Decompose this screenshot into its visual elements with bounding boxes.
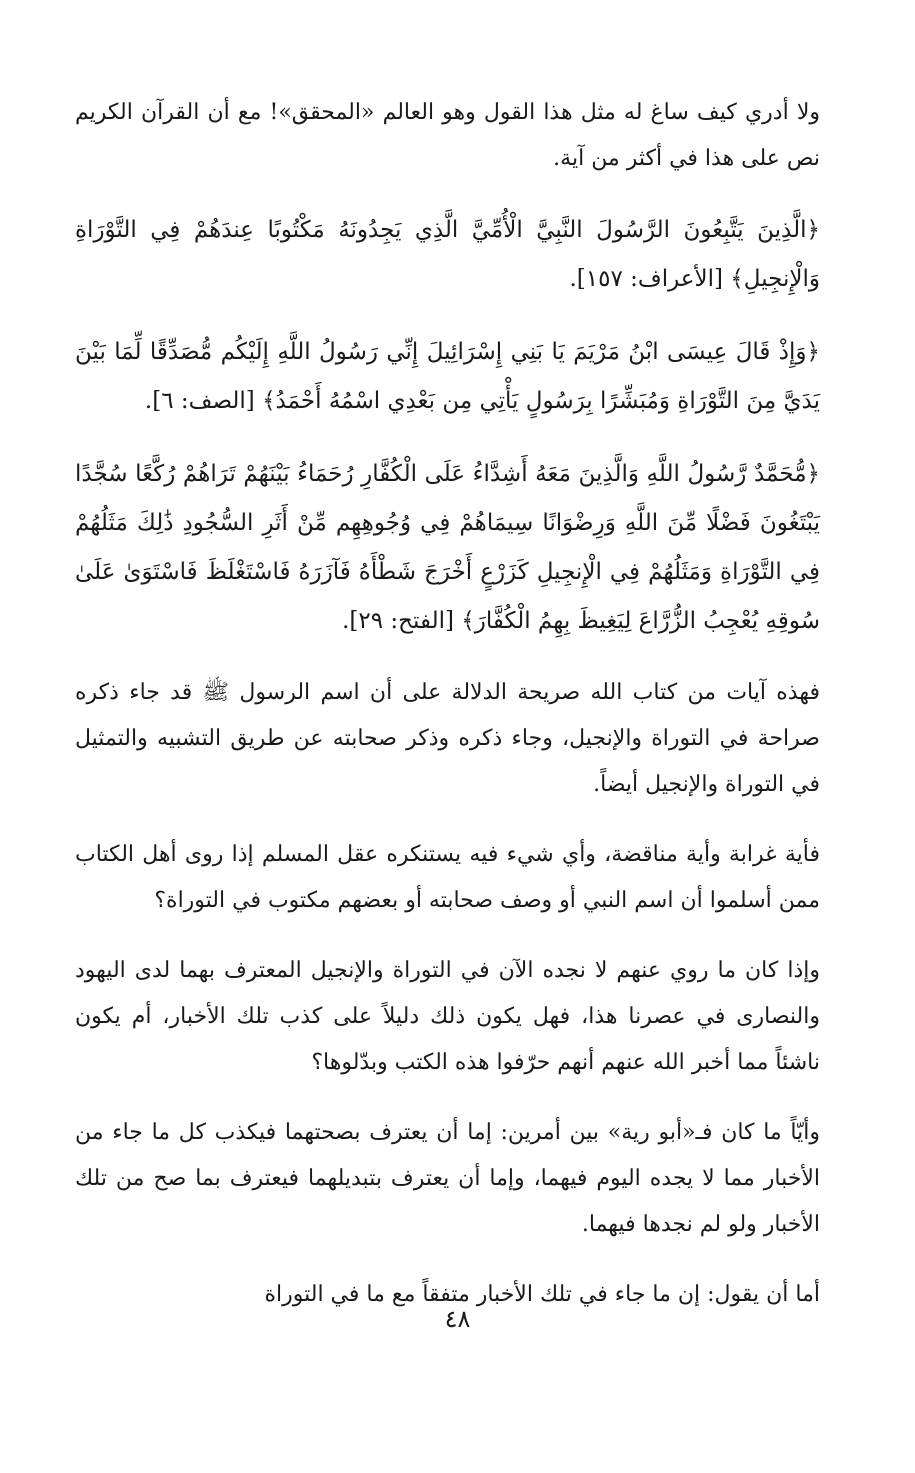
paragraph-intro: ولا أدري كيف ساغ له مثل هذا القول وهو العالم «المحقق»! مع أن القرآن الكريم نص على هذا في أكثر من آية. [75, 100, 820, 171]
page-number: ٤٨ [444, 1305, 471, 1333]
quran-verse-fath: ﴿مُّحَمَّدٌ رَّسُولُ اللَّهِ وَالَّذِينَ مَعَهُ أَشِدَّاءُ عَلَى الْكُفَّارِ رُحَمَاءُ بَيْنَهُمْ تَرَاهُمْ رُكَّعًا سُجَّدًا يَبْتَغُونَ فَضْلًا مِّنَ اللَّهِ وَرِضْوَانًا سِيمَاهُمْ فِي وُجُوهِهِم مِّنْ أَثَرِ السُّجُودِ ذَٰلِكَ مَثَلُهُمْ فِي التَّوْرَاةِ وَمَثَلُهُمْ فِي الْإِنجِيلِ كَزَرْعٍ أَخْرَجَ شَطْأَهُ فَآزَرَهُ فَاسْتَغْلَظَ فَاسْتَوَىٰ عَلَىٰ سُوقِهِ يُعْجِبُ الزُّرَّاعَ لِيَغِيظَ بِهِمُ الْكُفَّارَ﴾ [الفتح: ٢٩]. [75, 461, 820, 634]
paragraph-dilemma: وأيّاً ما كان فـ«أبو رية» بين أمرين: إما أن يعترف بصحتهما فيكذب كل ما جاء من الأخبار مما لا يجده اليوم فيهما، وإما أن يعترف بتبديلهما فيعترف بما صح من تلك الأخبار ولو لم نجدها فيهما. [75, 1120, 820, 1237]
paragraph-question: فأية غرابة وأية مناقضة، وأي شيء فيه يستنكره عقل المسلم إذا روى أهل الكتاب ممن أسلموا أن اسم النبي أو وصف صحابته أو بعضهم مكتوب في التوراة؟ [75, 842, 820, 913]
paragraph-conclusion: فهذه آيات من كتاب الله صريحة الدلالة على أن اسم الرسول ﷺ قد جاء ذكره صراحة في التوراة والإنجيل، وجاء ذكره وذكر صحابته عن طريق التشبيه والتمثيل في التوراة والإنجيل أيضاً. [75, 680, 820, 797]
paragraph-continuation: أما أن يقول: إن ما جاء في تلك الأخبار متفقاً مع ما في التوراة [264, 1282, 820, 1307]
quran-verse-araf: ﴿الَّذِينَ يَتَّبِعُونَ الرَّسُولَ النَّبِيَّ الْأُمِّيَّ الَّذِي يَجِدُونَهُ مَكْتُوبًا عِندَهُمْ فِي التَّوْرَاةِ وَالْإِنجِيلِ﴾ [الأعراف: ١٥٧]. [75, 217, 820, 292]
quran-verse-saff: ﴿وَإِذْ قَالَ عِيسَى ابْنُ مَرْيَمَ يَا بَنِي إِسْرَائِيلَ إِنِّي رَسُولُ اللَّهِ إِلَيْكُم مُّصَدِّقًا لِّمَا بَيْنَ يَدَيَّ مِنَ التَّوْرَاةِ وَمُبَشِّرًا بِرَسُولٍ يَأْتِي مِن بَعْدِي اسْمُهُ أَحْمَدُ﴾ [الصف: ٦]. [75, 339, 820, 414]
paragraph-tahrif: وإذا كان ما روي عنهم لا نجده الآن في التوراة والإنجيل المعترف بهما لدى اليهود والنصارى في عصرنا هذا، فهل يكون ذلك دليلاً على كذب تلك الأخبار، أم يكون ناشئاً مما أخبر الله عنهم أنهم حرّفوا هذه الكتب وبدّلوها؟ [75, 958, 820, 1075]
